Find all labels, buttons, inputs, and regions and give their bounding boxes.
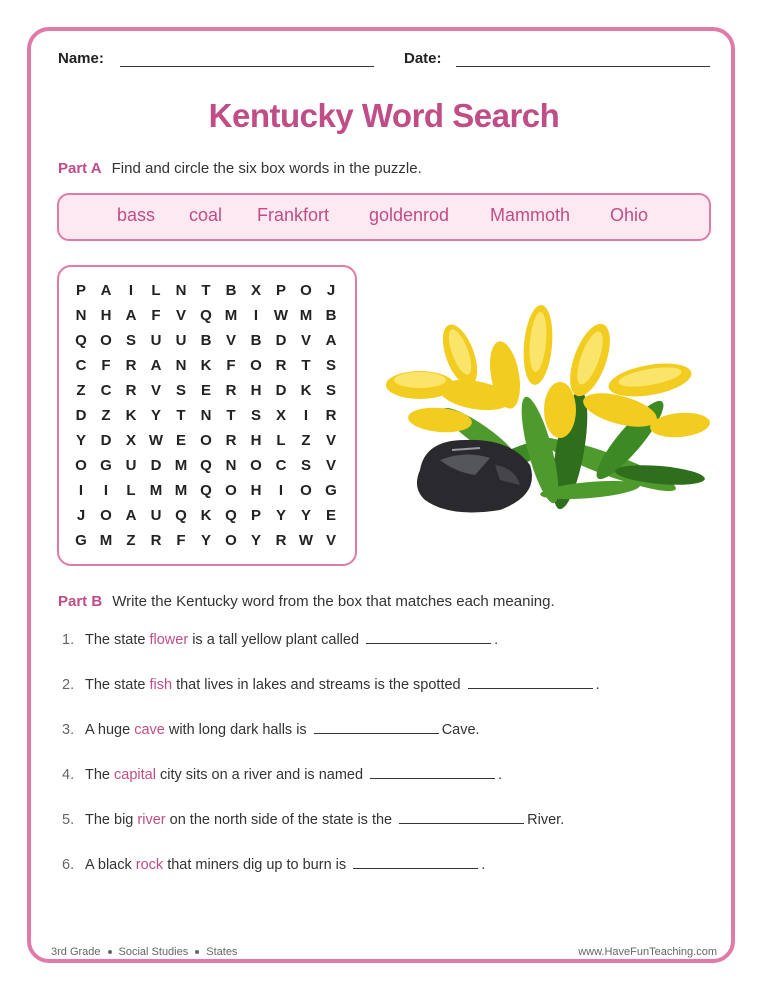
- grid-letter[interactable]: G: [325, 482, 337, 499]
- question-text: The state: [85, 632, 150, 648]
- footer-topic: States: [206, 946, 238, 958]
- grid-letter[interactable]: R: [275, 532, 287, 549]
- grid-letter[interactable]: E: [200, 382, 211, 399]
- grid-letter[interactable]: I: [103, 482, 109, 499]
- grid-letter[interactable]: H: [250, 382, 262, 399]
- grid-letter[interactable]: O: [100, 332, 112, 349]
- grid-letter[interactable]: U: [150, 507, 162, 524]
- part-b-tag: Part B: [58, 593, 103, 610]
- question-keyword: river: [137, 812, 166, 828]
- grid-letter[interactable]: V: [150, 382, 161, 399]
- grid-letter[interactable]: F: [176, 532, 186, 549]
- grid-letter[interactable]: O: [250, 457, 262, 474]
- question-number: 4.: [62, 767, 75, 783]
- question-keyword: fish: [149, 677, 173, 693]
- question-keyword: flower: [149, 632, 189, 648]
- question-text: that lives in lakes and streams is the spotted: [172, 677, 465, 693]
- question-ending: River.: [527, 812, 565, 828]
- grid-letter[interactable]: I: [78, 482, 84, 499]
- grid-letter[interactable]: B: [250, 332, 262, 349]
- question-ending: .: [481, 857, 486, 873]
- grid-letter[interactable]: O: [300, 282, 312, 299]
- grid-letter[interactable]: Z: [301, 432, 311, 449]
- grid-letter[interactable]: B: [325, 307, 337, 324]
- part-a-instruction: Find and circle the six box words in the puzzle.: [111, 160, 422, 177]
- grid-letter[interactable]: V: [325, 457, 336, 474]
- grid-letter[interactable]: S: [325, 357, 336, 374]
- word-bank: [57, 193, 711, 241]
- answer-blank[interactable]: [468, 674, 593, 689]
- grid-letter[interactable]: C: [275, 457, 287, 474]
- grid-letter[interactable]: G: [100, 457, 112, 474]
- grid-letter[interactable]: S: [175, 382, 186, 399]
- grid-letter[interactable]: P: [75, 282, 86, 299]
- grid-letter[interactable]: O: [75, 457, 87, 474]
- grid-letter[interactable]: H: [250, 432, 262, 449]
- grid-letter[interactable]: L: [276, 432, 286, 449]
- grid-letter[interactable]: O: [225, 532, 237, 549]
- grid-letter[interactable]: M: [174, 482, 188, 499]
- grid-letter[interactable]: R: [125, 357, 137, 374]
- grid-letter[interactable]: V: [225, 332, 236, 349]
- grid-letter[interactable]: H: [250, 482, 262, 499]
- grid-letter[interactable]: A: [125, 507, 137, 524]
- question-text: The state: [85, 677, 150, 693]
- grid-letter[interactable]: H: [100, 307, 112, 324]
- grid-letter[interactable]: P: [250, 507, 261, 524]
- grid-letter[interactable]: U: [125, 457, 137, 474]
- grid-letter[interactable]: X: [275, 407, 286, 424]
- question-ending: .: [595, 677, 600, 693]
- grid-letter[interactable]: B: [200, 332, 212, 349]
- question-keyword: capital: [114, 767, 156, 783]
- grid-letter[interactable]: Y: [250, 532, 261, 549]
- grid-letter[interactable]: A: [325, 332, 337, 349]
- word-bank-item: Ohio: [610, 205, 649, 225]
- question-ending: Cave.: [441, 722, 480, 738]
- grid-letter[interactable]: O: [250, 357, 262, 374]
- grid-letter[interactable]: M: [99, 532, 113, 549]
- word-bank-item: bass: [117, 205, 156, 225]
- grid-letter[interactable]: O: [225, 482, 237, 499]
- grid-letter[interactable]: Y: [150, 407, 161, 424]
- grid-letter[interactable]: L: [126, 482, 136, 499]
- grid-letter[interactable]: B: [225, 282, 237, 299]
- grid-letter[interactable]: K: [200, 507, 212, 524]
- grid-letter[interactable]: G: [75, 532, 87, 549]
- grid-letter[interactable]: V: [325, 532, 336, 549]
- separator-dot: [108, 950, 112, 954]
- part-a-heading: [58, 160, 422, 177]
- grid-letter[interactable]: T: [301, 357, 311, 374]
- grid-letter[interactable]: P: [275, 282, 286, 299]
- grid-letter[interactable]: D: [150, 457, 162, 474]
- question-number: 5.: [62, 812, 75, 828]
- grid-letter[interactable]: K: [300, 382, 312, 399]
- grid-letter[interactable]: U: [175, 332, 187, 349]
- grid-letter[interactable]: R: [275, 357, 287, 374]
- question-text: is a tall yellow plant called: [188, 632, 364, 648]
- word-bank-item: Mammoth: [490, 205, 571, 225]
- part-a-tag: Part A: [58, 160, 102, 177]
- grid-letter[interactable]: I: [128, 282, 134, 299]
- grid-letter[interactable]: V: [325, 432, 336, 449]
- grid-letter[interactable]: C: [100, 382, 112, 399]
- grid-letter[interactable]: F: [226, 357, 236, 374]
- grid-letter[interactable]: C: [75, 357, 87, 374]
- grid-letter[interactable]: Y: [200, 532, 211, 549]
- grid-letter[interactable]: L: [151, 282, 161, 299]
- grid-letter[interactable]: R: [150, 532, 162, 549]
- grid-letter[interactable]: Z: [126, 532, 136, 549]
- question-number: 6.: [62, 857, 75, 873]
- footer-site[interactable]: www.HaveFunTeaching.com: [578, 946, 717, 958]
- grid-letter[interactable]: M: [174, 457, 188, 474]
- grid-letter[interactable]: S: [125, 332, 136, 349]
- grid-letter[interactable]: F: [101, 357, 111, 374]
- grid-letter[interactable]: D: [275, 382, 287, 399]
- question-row: [62, 719, 480, 738]
- grid-letter[interactable]: A: [100, 282, 112, 299]
- grid-letter[interactable]: J: [326, 282, 336, 299]
- grid-letter[interactable]: V: [175, 307, 186, 324]
- answer-blank[interactable]: [370, 764, 495, 779]
- grid-letter[interactable]: D: [100, 432, 112, 449]
- grid-letter[interactable]: Q: [225, 507, 237, 524]
- grid-letter[interactable]: I: [253, 307, 259, 324]
- question-row: [62, 809, 564, 828]
- grid-letter[interactable]: Y: [75, 432, 86, 449]
- grid-letter[interactable]: W: [273, 307, 289, 324]
- grid-letter[interactable]: W: [298, 532, 314, 549]
- question-number: 2.: [62, 677, 75, 693]
- grid-letter[interactable]: M: [224, 307, 238, 324]
- part-b-heading: [58, 593, 555, 610]
- grid-letter[interactable]: E: [325, 507, 336, 524]
- question-text: with long dark halls is: [164, 722, 311, 738]
- date-label: Date:: [404, 50, 442, 67]
- grid-letter[interactable]: Z: [76, 382, 86, 399]
- name-field[interactable]: [120, 66, 374, 67]
- question-row: [62, 764, 502, 783]
- grid-letter[interactable]: S: [250, 407, 261, 424]
- grid-letter[interactable]: E: [175, 432, 186, 449]
- grid-letter[interactable]: Y: [275, 507, 286, 524]
- word-bank-item: coal: [189, 205, 223, 225]
- grid-letter[interactable]: D: [75, 407, 87, 424]
- grid-letter[interactable]: M: [299, 307, 313, 324]
- grid-letter[interactable]: Q: [75, 332, 87, 349]
- grid-letter[interactable]: I: [303, 407, 309, 424]
- grid-letter[interactable]: A: [150, 357, 162, 374]
- goldenrod-coal-illustration: [380, 300, 720, 520]
- footer-grade: 3rd Grade: [51, 946, 101, 958]
- footer-breadcrumb: [51, 946, 237, 958]
- grid-letter[interactable]: Q: [200, 482, 212, 499]
- grid-letter[interactable]: I: [278, 482, 284, 499]
- question-text: A huge: [85, 722, 135, 738]
- grid-letter[interactable]: X: [250, 282, 261, 299]
- grid-letter[interactable]: S: [300, 457, 311, 474]
- grid-letter[interactable]: S: [325, 382, 336, 399]
- grid-letter[interactable]: R: [225, 382, 237, 399]
- grid-letter[interactable]: Z: [101, 407, 111, 424]
- question-ending: .: [498, 767, 503, 783]
- grid-letter[interactable]: V: [300, 332, 311, 349]
- question-keyword: cave: [134, 722, 165, 738]
- grid-letter[interactable]: Q: [200, 307, 212, 324]
- word-search-grid: [57, 265, 357, 566]
- grid-letter[interactable]: N: [75, 307, 87, 324]
- question-text: A black: [85, 857, 136, 873]
- grid-letter[interactable]: K: [200, 357, 212, 374]
- word-bank-item: Frankfort: [257, 205, 330, 225]
- grid-letter[interactable]: Y: [300, 507, 311, 524]
- grid-letter[interactable]: X: [125, 432, 136, 449]
- question-row: [62, 674, 600, 693]
- flower-plumes: [386, 304, 711, 440]
- grid-letter[interactable]: N: [225, 457, 237, 474]
- grid-letter[interactable]: Q: [175, 507, 187, 524]
- question-ending: .: [494, 632, 499, 648]
- grid-letter[interactable]: R: [325, 407, 337, 424]
- name-label: Name:: [58, 50, 104, 67]
- grid-letter[interactable]: N: [175, 357, 187, 374]
- grid-letter[interactable]: J: [76, 507, 86, 524]
- page-title: Kentucky Word Search: [208, 97, 560, 134]
- question-text: that miners dig up to burn is: [163, 857, 351, 873]
- question-text: The: [85, 767, 115, 783]
- answer-blank[interactable]: [353, 854, 478, 869]
- question-number: 1.: [62, 632, 75, 648]
- grid-letter[interactable]: T: [201, 282, 211, 299]
- grid-letter[interactable]: R: [125, 382, 137, 399]
- question-text: The big: [85, 812, 138, 828]
- footer-subject: Social Studies: [118, 946, 189, 958]
- date-field[interactable]: [456, 66, 710, 67]
- question-text: city sits on a river and is named: [155, 767, 368, 783]
- grid-letter[interactable]: N: [175, 282, 187, 299]
- grid-letter[interactable]: M: [149, 482, 163, 499]
- word-bank-item: goldenrod: [369, 205, 450, 225]
- part-b-instruction: Write the Kentucky word from the box that matches each meaning.: [112, 593, 555, 610]
- grid-letter[interactable]: O: [300, 482, 312, 499]
- grid-letter[interactable]: T: [176, 407, 186, 424]
- answer-blank[interactable]: [366, 629, 491, 644]
- question-keyword: rock: [135, 857, 164, 873]
- grid-letter[interactable]: A: [125, 307, 137, 324]
- question-row: [62, 629, 498, 648]
- grid-letter[interactable]: R: [225, 432, 237, 449]
- question-row: [62, 854, 485, 873]
- grid-letter[interactable]: O: [100, 507, 112, 524]
- question-number: 3.: [62, 722, 75, 738]
- grid-letter[interactable]: F: [151, 307, 161, 324]
- grid-letter[interactable]: U: [150, 332, 162, 349]
- answer-blank[interactable]: [399, 809, 524, 824]
- grid-letter[interactable]: N: [200, 407, 212, 424]
- grid-letter[interactable]: D: [275, 332, 287, 349]
- grid-letter[interactable]: Q: [200, 457, 212, 474]
- answer-blank[interactable]: [314, 719, 439, 734]
- grid-letter[interactable]: W: [148, 432, 164, 449]
- separator-dot: [195, 950, 199, 954]
- question-text: on the north side of the state is the: [165, 812, 397, 828]
- grid-letter[interactable]: K: [125, 407, 137, 424]
- grid-letter[interactable]: T: [226, 407, 236, 424]
- grid-letter[interactable]: O: [200, 432, 212, 449]
